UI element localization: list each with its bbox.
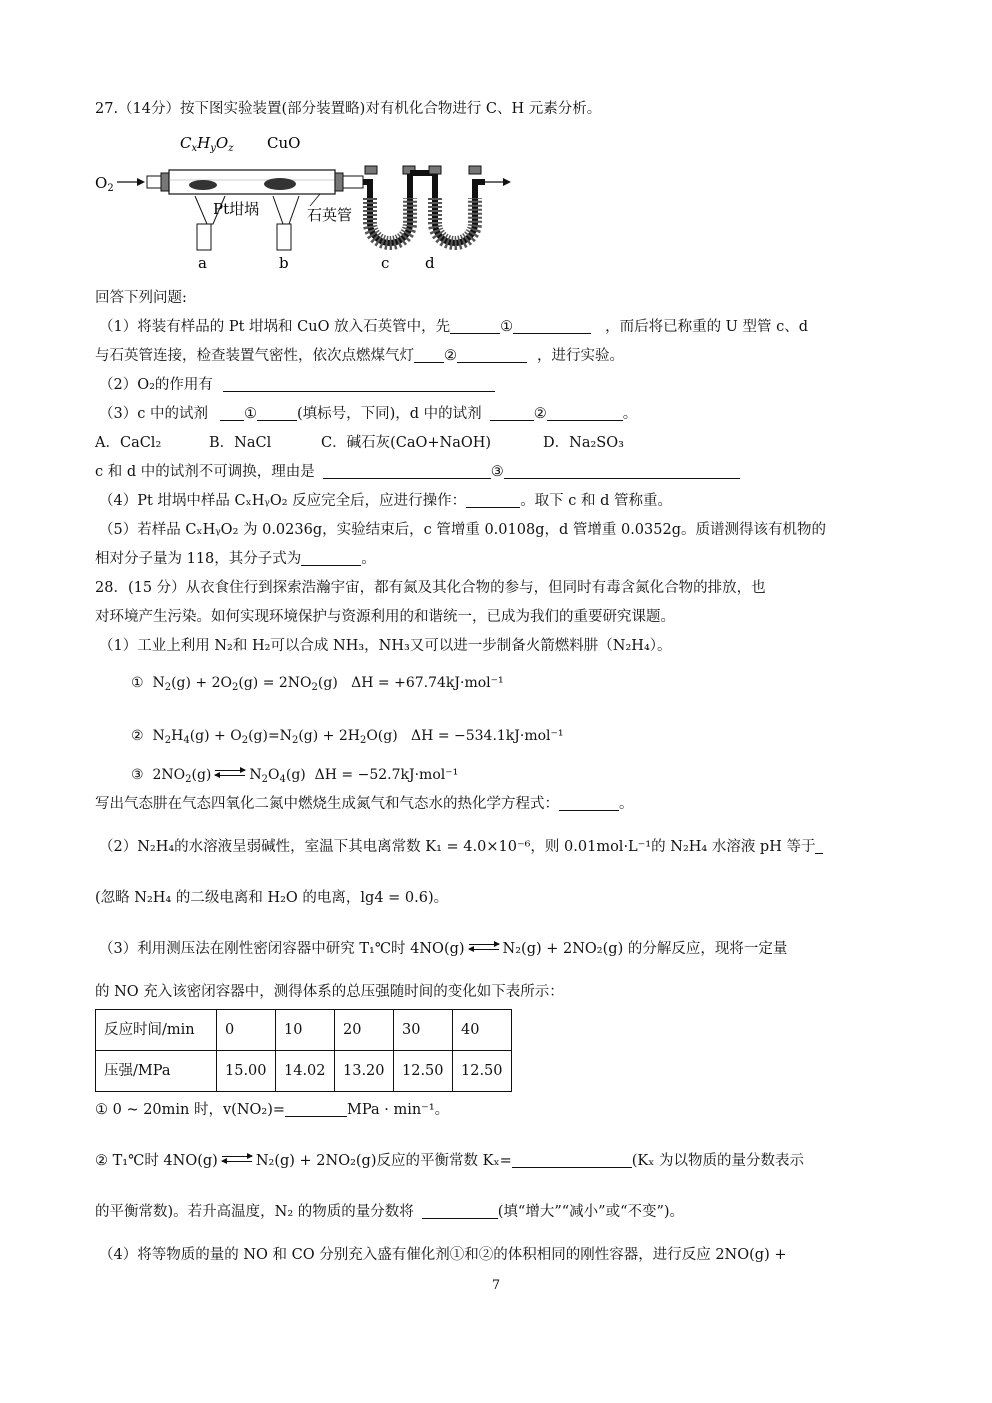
q28-part3-line1: （3）利用测压法在刚性密闭容器中研究 T₁℃时 4NO(g) N₂(g) + 2NO₂(g) 的分解反应，现将一定量 bbox=[99, 941, 788, 957]
table-cell: 30 bbox=[394, 1010, 453, 1051]
reversible-arrow-icon bbox=[215, 768, 245, 778]
reversible-arrow-icon bbox=[469, 942, 499, 952]
table-header-pressure: 压强/MPa bbox=[96, 1051, 217, 1092]
table-cell: 14.02 bbox=[276, 1051, 335, 1092]
q27-part4: （4）Pt 坩埚中样品 CₓHᵧO₂ 反应完全后，应进行操作： 。取下 c 和 d 管称重。 bbox=[99, 493, 673, 509]
q27-reason: c 和 d 中的试剂不可调换，理由是 ③ bbox=[95, 458, 900, 487]
table-cell: 10 bbox=[276, 1010, 335, 1051]
q27-part1-line2: 与石英管连接，检查装置气密性，依次点燃煤气灯 ② ，进行实验。 bbox=[95, 348, 624, 364]
sample-label: $C_xH_yO_z$ bbox=[180, 134, 234, 154]
o2-label: $O_2$ bbox=[95, 174, 114, 194]
label-a: a bbox=[198, 254, 207, 272]
q28-sub1: ① 0 ~ 20min 时，v(NO₂)= MPa · min⁻¹。 bbox=[95, 1102, 450, 1118]
q28-sub2-line1: ② T₁℃时 4NO(g) N₂(g) + 2NO₂(g)反应的平衡常数 Kₓ= (Kₓ 为以物质的量分数表示 bbox=[95, 1153, 804, 1169]
reversible-arrow-icon bbox=[222, 1154, 252, 1164]
cuo-label: CuO bbox=[267, 134, 301, 152]
table-row bbox=[96, 1051, 512, 1092]
q27-part3: （3）c 中的试剂 ① (填标号，下同)，d 中的试剂 ② 。 bbox=[99, 406, 638, 422]
q27-prompt: 回答下列问题: bbox=[95, 290, 187, 306]
quartz-label: 石英管 bbox=[307, 206, 353, 224]
equation-3: ③ $2NO_2(g)$ $N_2O_4(g) \Delta H = -52.7kJ\cdot mol^{-1}$ bbox=[131, 767, 459, 785]
table-cell: 40 bbox=[453, 1010, 512, 1051]
table-cell: 12.50 bbox=[394, 1051, 453, 1092]
label-d: d bbox=[425, 254, 435, 272]
q27-options: A．CaCl₂ B．NaCl C．碱石灰(CaO+NaOH) D．Na₂SO₃ bbox=[95, 435, 624, 451]
q28-title-line2: 对环境产生污染。如何实现环境保护与资源利用的和谐统一，已成为我们的重要研究课题。 bbox=[95, 609, 675, 625]
q28-sub2-line2: 的平衡常数)。若升高温度，N₂ 的物质的量分数将 (填“增大”“减小”或“不变”)。 bbox=[95, 1204, 685, 1220]
q27-part5-line2: 相对分子量为 118，其分子式为 。 bbox=[95, 551, 376, 567]
diagram-spacer bbox=[95, 124, 900, 284]
table-cell: 0 bbox=[217, 1010, 276, 1051]
q28-part3-line2: 的 NO 充入该密闭容器中，测得体系的总压强随时间的变化如下表所示： bbox=[95, 984, 564, 1000]
label-c: c bbox=[381, 254, 390, 272]
q28-part2-line2: (忽略 N₂H₄ 的二级电离和 H₂O 的电离，lg4 = 0.6)。 bbox=[95, 890, 449, 906]
q28-part4: （4）将等物质的量的 NO 和 CO 分别充入盛有催化剂①和②的体积相同的刚性容器，进行反应 2NO(g) + bbox=[99, 1247, 787, 1263]
page-number: 7 bbox=[491, 1278, 501, 1293]
table-header-time: 反应时间/min bbox=[96, 1010, 217, 1051]
q28-part2-line1: （2）N₂H₄的水溶液呈弱碱性，室温下其电离常数 K₁ = 4.0×10⁻⁶，则 0.01mol·L⁻¹的 N₂H₄ 水溶液 pH 等于 bbox=[95, 833, 900, 862]
pressure-table bbox=[95, 1009, 512, 1092]
pt-label: Pt坩埚 bbox=[213, 200, 260, 218]
table-cell: 20 bbox=[335, 1010, 394, 1051]
q28-title-line1: 28．(15 分）从衣食住行到探索浩瀚宇宙，都有氮及其化合物的参与，但同时有毒含氮化合物的排放，也 bbox=[95, 580, 766, 596]
equation-2: ② $N_2H_4(g) + O_2(g)=N_2(g) + 2H_2O(g) \Delta H = -534.1kJ\cdot mol^{-1}$ bbox=[131, 728, 564, 746]
q28-part1: （1）工业上利用 N₂和 H₂可以合成 NH₃，NH₃又可以进一步制备火箭燃料肼（N₂H₄）。 bbox=[99, 638, 672, 654]
equation-1: ① $N_2(g) + 2O_2(g) = 2NO_2(g) \Delta H = +67.74kJ\cdot mol^{-1}$ bbox=[131, 675, 504, 693]
q28-part1-question: 写出气态肼在气态四氧化二氮中燃烧生成氮气和气态水的热化学方程式： 。 bbox=[95, 796, 634, 812]
q27-part5-line1: （5）若样品 CₓHᵧO₂ 为 0.0236g，实验结束后，c 管增重 0.0108g，d 管增重 0.0352g。质谱测得该有机物的 bbox=[99, 522, 826, 538]
label-b: b bbox=[279, 254, 289, 272]
q27-title: 27.（14分）按下图实验装置(部分装置略)对有机化合物进行 C、H 元素分析。 bbox=[95, 101, 602, 117]
table-row bbox=[96, 1010, 512, 1051]
q27-part2: （2）O₂的作用有 bbox=[95, 371, 900, 400]
exam-page bbox=[95, 95, 900, 1270]
table-cell: 13.20 bbox=[335, 1051, 394, 1092]
table-cell: 12.50 bbox=[453, 1051, 512, 1092]
table-cell: 15.00 bbox=[217, 1051, 276, 1092]
q27-part1-line1: （1）将装有样品的 Pt 坩埚和 CuO 放入石英管中，先 ① ，而后将已称重的 U 型管 c、d bbox=[99, 319, 809, 335]
